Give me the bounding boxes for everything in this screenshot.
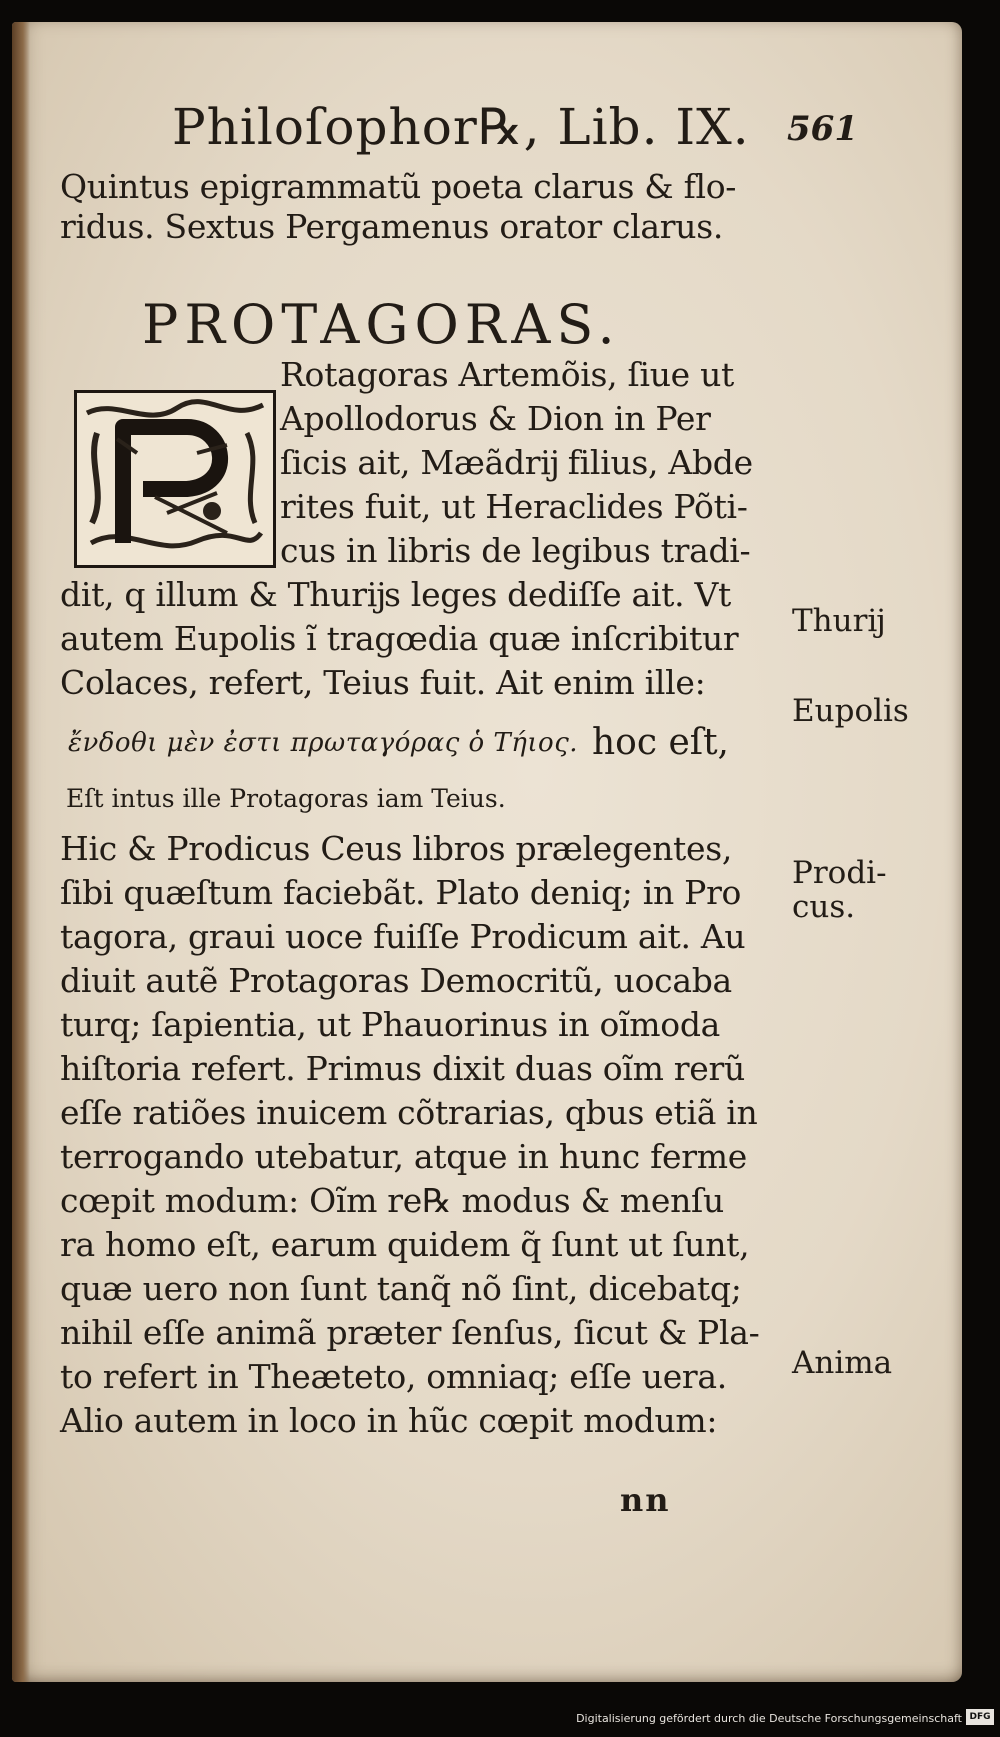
text-line: ra homo eſt, earum quidem q̃ ſunt ut ſunt, bbox=[60, 1225, 750, 1264]
running-title: Philoſophor℞, Lib. IX. bbox=[172, 98, 750, 156]
margin-note-prodicus-cont: cus. bbox=[792, 889, 856, 925]
hoc-est-text: hoc eſt, bbox=[592, 722, 730, 763]
text-line: cœpit modum: Oĩm re℞ modus & menſu bbox=[60, 1181, 724, 1220]
greek-quotation: ἔνδοθι μὲν ἐστι πρωταγόρας ὁ Τήιος. bbox=[68, 728, 579, 758]
text-line: diuit autẽ Protagoras Democritũ, uocaba bbox=[60, 961, 732, 1000]
margin-note-thurii: Thurĳ bbox=[792, 603, 884, 639]
text-line: Quintus epigrammatũ poeta clarus & flo- bbox=[60, 167, 737, 206]
text-line: tagora, graui uoce fuiſſe Prodicum ait. Au bbox=[60, 917, 746, 956]
text-line: ſicis ait, Mæãdrĳ filius, Abde bbox=[280, 443, 753, 482]
text-line: ſibi quæſtum faciebãt. Plato deniq; in Pro bbox=[60, 873, 742, 912]
woodcut-initial-icon bbox=[77, 393, 273, 565]
text-line: Hic & Prodicus Ceus libros prælegentes, bbox=[60, 829, 733, 868]
text-line: hiſtoria refert. Primus dixit duas oĩm rerũ bbox=[60, 1049, 745, 1088]
text-line: terrogando utebatur, atque in hunc ferme bbox=[60, 1137, 747, 1176]
translation-line: Eſt intus ille Protagoras iam Teius. bbox=[66, 784, 506, 813]
decorated-initial-letter bbox=[74, 390, 276, 568]
text-line: quæ uero non ſunt tanq̃ nõ ſint, dicebatq; bbox=[60, 1269, 742, 1308]
text-line: eſſe ratiões inuicem cõtrarias, qbus etiã in bbox=[60, 1093, 758, 1132]
margin-note-eupolis: Eupolis bbox=[792, 693, 909, 729]
text-line: autem Eupolis ĩ tragœdia quæ inſcribitur bbox=[60, 619, 739, 658]
book-binding-edge bbox=[12, 22, 30, 1682]
page-header bbox=[12, 82, 962, 172]
book-page bbox=[12, 22, 962, 1682]
margin-note-anima: Anima bbox=[792, 1345, 893, 1381]
dfg-logo: DFG bbox=[966, 1709, 994, 1725]
digitization-credit: Digitalisierung gefördert durch die Deutsche Forschungsgemeinschaft bbox=[576, 1712, 962, 1725]
text-line: Rotagoras Artemõis, ſiue ut bbox=[280, 355, 734, 394]
text-line: rites fuit, ut Heraclides Põti- bbox=[280, 487, 748, 526]
text-line: Alio autem in loco in hũc cœpit modum: bbox=[60, 1401, 718, 1440]
margin-note-prodicus: Prodi- bbox=[792, 855, 887, 891]
text-line: turq; ſapientia, ut Phauorinus in oĩmoda bbox=[60, 1005, 721, 1044]
text-line: Apollodorus & Dion in Per bbox=[280, 399, 711, 438]
text-line: cus in libris de legibus tradi- bbox=[280, 531, 751, 570]
text-line: ridus. Sextus Pergamenus orator clarus. bbox=[60, 207, 724, 246]
initial-letter-text: P bbox=[227, 553, 228, 554]
text-line: Colaces, refert, Teius fuit. Ait enim ille: bbox=[60, 663, 706, 702]
text-line: dit, q illum & Thurĳs leges dediſſe ait. Vt bbox=[60, 575, 732, 614]
text-line: nihil eſſe animã præter ſenſus, ſicut & Pla- bbox=[60, 1313, 760, 1352]
page-number: 561 bbox=[787, 109, 858, 149]
text-line: to refert in Theæteto, omniaq; eſſe uera. bbox=[60, 1357, 727, 1396]
signature-mark: nn bbox=[620, 1481, 671, 1519]
chapter-heading: PROTAGORAS. bbox=[142, 293, 621, 356]
